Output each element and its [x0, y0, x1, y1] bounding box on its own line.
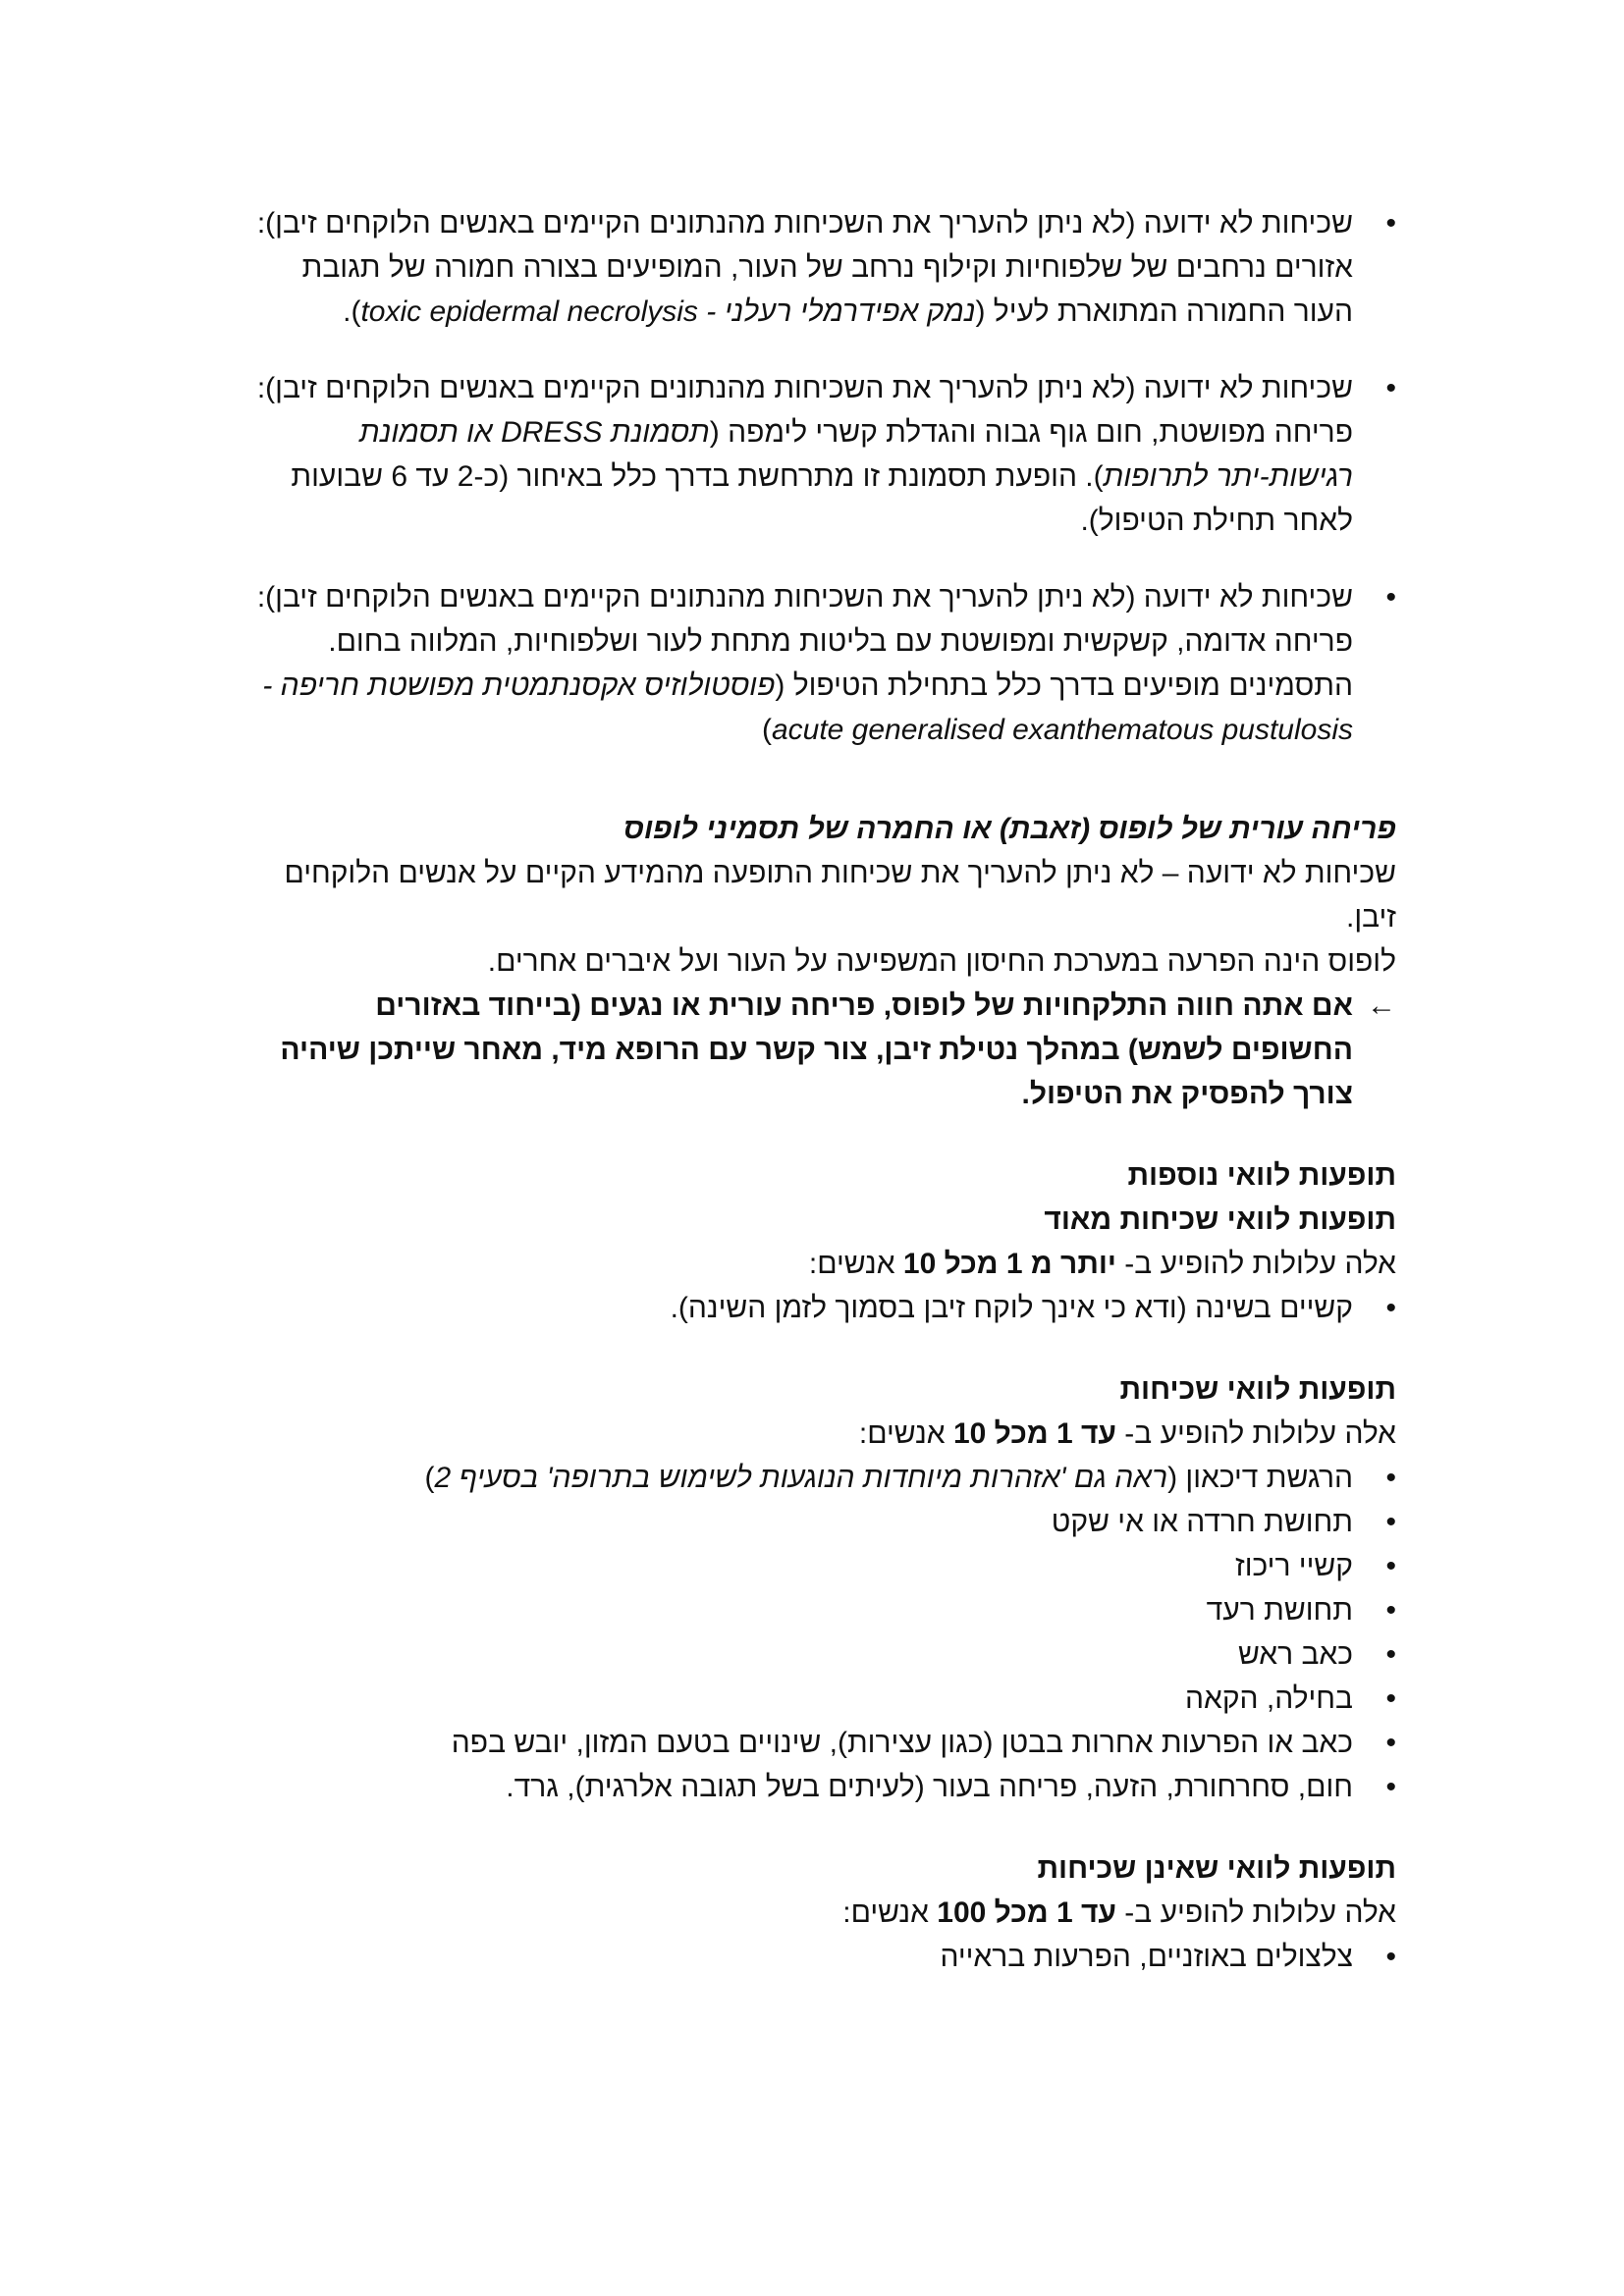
lupus-description: לופוס הינה הפרעה במערכת החיסון המשפיעה על העור ועל איברים אחרים.: [487, 945, 1396, 978]
list-item: [247, 1721, 1396, 1765]
list-item: [247, 1765, 1396, 1809]
frequency-value: עד 1 מכל 10: [952, 1417, 1116, 1450]
bullet-glyph: •: [1385, 581, 1396, 614]
bullet-glyph: •: [1385, 1771, 1396, 1803]
intro-prefix: אלה עלולות להופיע ב-: [1115, 1248, 1396, 1280]
bullet-glyph: •: [1385, 1594, 1396, 1627]
bullet-glyph: •: [1385, 1506, 1396, 1538]
intro-prefix: אלה עלולות להופיע ב-: [1115, 1896, 1396, 1929]
list-item-text: תחושת חרדה או אי שקט: [1051, 1506, 1353, 1538]
bullet-glyph: •: [1385, 1638, 1396, 1671]
list-item-text: חום, סחרחורת, הזעה, פריחה בעור (לעיתים בשל תגובה אלרגית), גרד.: [506, 1771, 1353, 1803]
list-item: [247, 1677, 1396, 1721]
very-common-list: [247, 1286, 1396, 1330]
list-item: [247, 1456, 1396, 1500]
uncommon-list: [247, 1935, 1396, 1979]
additional-effects-heading: תופעות לוואי נוספות: [1127, 1159, 1396, 1192]
frequency-value: יותר מ 1 מכל 10: [902, 1248, 1116, 1280]
list-item-text: קשיים בשינה (ודא כי אינך לוקח זיבן בסמוך לזמן השינה).: [670, 1292, 1353, 1324]
list-item-text: כאב ראש: [1237, 1638, 1353, 1671]
bullet-glyph: •: [1385, 1292, 1396, 1324]
bullet-suffix: ).: [343, 295, 361, 328]
bullet-glyph: •: [1385, 207, 1396, 240]
lupus-warning-text: אם אתה חווה התלקחויות של לופוס, פריחה עורית או נגעים (בייחוד באזורים החשופים לשמש) במהלך נטילת זיבן, צור קשר עם הרופא מיד, מאחר שייתכן שיהיה צורך להפסיק את הטיפול.: [280, 989, 1353, 1110]
list-item-text: קשיי ריכוז: [1235, 1550, 1353, 1582]
list-item: [247, 1544, 1396, 1588]
list-item-suffix: ): [424, 1462, 435, 1494]
common-list: [247, 1456, 1396, 1809]
side-effect-bullet: [247, 201, 1396, 334]
lupus-heading: פריחה עורית של לופוס (זאבת) או החמרה של תסמיני לופוס: [623, 813, 1396, 845]
bullet-glyph: •: [1385, 1727, 1396, 1759]
list-item-text: כאב או הפרעות אחרות בבטן (כגון עצירות), שינויים בטעם המזון, יובש בפה: [451, 1727, 1353, 1759]
bullet-glyph: •: [1385, 1682, 1396, 1715]
list-item: [247, 1632, 1396, 1677]
uncommon-heading: תופעות לוואי שאינן שכיחות: [1037, 1852, 1396, 1885]
bullet-text: שכיחות לא ידועה (לא ניתן להעריך את השכיחות מהנתונים הקיימים באנשים הלוקחים זיבן): אזורים נרחבים של שלפוחיות וקילוף נרחב של העור, המופיעים בצורה חמורה של תגובת העור החמורה המתוארת לעיל (: [256, 207, 1353, 328]
list-item: [247, 1588, 1396, 1632]
bullet-italic-term: תסמונת DRESS או תסמונת רגישות-יתר לתרופות: [358, 416, 1353, 493]
very-common-heading: תופעות לוואי שכיחות מאוד: [1044, 1203, 1396, 1236]
bullet-glyph: •: [1385, 1941, 1396, 1973]
bullet-suffix: ). הופעת תסמונת זו מתרחשת בדרך כלל באיחור (כ-2 עד 6 שבועות לאחר תחילת הטיפול).: [291, 460, 1353, 537]
intro-suffix: אנשים:: [842, 1896, 938, 1929]
list-item-text: הרגשת דיכאון (: [1167, 1462, 1353, 1494]
lupus-frequency: שכיחות לא ידועה – לא ניתן להעריך את שכיחות התופעה מהמידע הקיים על אנשים הלוקחים זיבן.: [284, 857, 1396, 934]
cross-reference: ראה גם 'אזהרות מיוחדות הנוגעות לשימוש בתרופה' בסעיף 2: [434, 1462, 1168, 1494]
document-page: [247, 201, 1396, 1979]
bullet-italic-term: פוסטולוזיס אקסנתמטית מפושטת חריפה - acute generalised exanthematous pustulosis: [262, 669, 1353, 746]
intro-suffix: אנשים:: [858, 1417, 953, 1450]
intro-suffix: אנשים:: [808, 1248, 903, 1280]
list-item-text: צלצולים באוזניים, הפרעות בראייה: [940, 1941, 1353, 1973]
intro-prefix: אלה עלולות להופיע ב-: [1115, 1417, 1396, 1450]
list-item: [247, 1500, 1396, 1544]
bullet-glyph: •: [1385, 1462, 1396, 1494]
uncommon-intro: [247, 1891, 1396, 1935]
bullet-text: שכיחות לא ידועה (לא ניתן להעריך את השכיחות מהנתונים הקיימים באנשים הלוקחים זיבן): פריחה מפושטת, חום גוף גבוה והגדלת קשרי לימפה (: [256, 372, 1353, 449]
common-heading: תופעות לוואי שכיחות: [1119, 1373, 1396, 1406]
arrow-icon: ←: [1367, 989, 1396, 1022]
list-item: [247, 1935, 1396, 1979]
frequency-value: עד 1 מכל 100: [937, 1896, 1116, 1929]
very-common-intro: [247, 1242, 1396, 1286]
bullet-suffix: ): [761, 714, 772, 746]
common-intro: [247, 1412, 1396, 1456]
list-item-text: בחילה, הקאה: [1184, 1682, 1353, 1715]
list-item: [247, 1286, 1396, 1330]
lupus-warning: [247, 984, 1396, 1116]
bullet-glyph: •: [1385, 372, 1396, 404]
side-effect-bullet: [247, 575, 1396, 752]
bullet-text: שכיחות לא ידועה (לא ניתן להעריך את השכיחות מהנתונים הקיימים באנשים הלוקחים זיבן): פריחה אדומה, קשקשית ומפושטת עם בליטות מתחת לעור ושלפוחיות, המלווה בחום. התסמינים מופיעים בדרך כלל בתחילת הטיפול (: [256, 581, 1353, 702]
bullet-italic-term: נמק אפידרמלי רעלני - toxic epidermal necrolysis: [360, 295, 976, 328]
list-item-text: תחושת רעד: [1206, 1594, 1353, 1627]
bullet-glyph: •: [1385, 1550, 1396, 1582]
side-effect-bullet: [247, 366, 1396, 543]
